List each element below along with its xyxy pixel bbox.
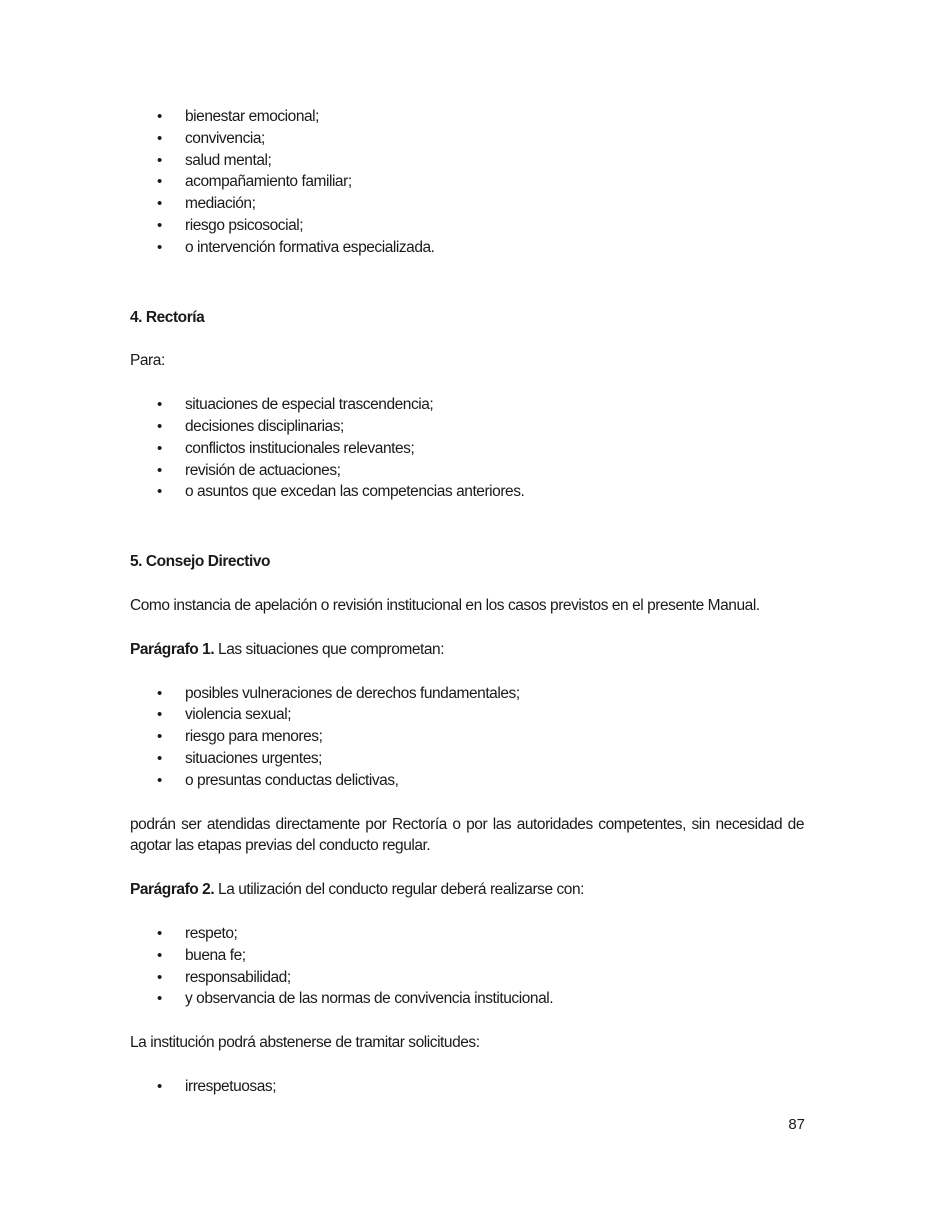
list-item: • acompañamiento familiar;	[130, 171, 804, 193]
paragraph-2-text: La utilización del conducto regular deberá realizarse con:	[214, 881, 585, 899]
section-4-intro: Para:	[130, 352, 165, 370]
intro-bullet-list	[130, 106, 804, 259]
paragraph-2-bullet-list	[130, 923, 804, 1010]
list-item: • posibles vulneraciones de derechos fundamentales;	[130, 683, 804, 705]
list-item: • bienestar emocional;	[130, 106, 804, 128]
section-4-bullet-list	[130, 394, 804, 503]
list-item: • salud mental;	[130, 150, 804, 172]
list-item: • respeto;	[130, 923, 804, 945]
abstain-bullet-list	[130, 1076, 804, 1098]
list-item: • conflictos institucionales relevantes;	[130, 438, 804, 460]
list-item: • y observancia de las normas de convivencia institucional.	[130, 988, 804, 1010]
section-4-heading: 4. Rectoría	[130, 308, 205, 326]
list-item: • decisiones disciplinarias;	[130, 416, 804, 438]
list-item: • irrespetuosas;	[130, 1076, 804, 1098]
list-item: • convivencia;	[130, 128, 804, 150]
list-item: • revisión de actuaciones;	[130, 460, 804, 482]
list-item: • buena fe;	[130, 945, 804, 967]
paragraph-1-text: Las situaciones que comprometan:	[214, 640, 445, 658]
list-item: • o intervención formativa especializada.	[130, 237, 804, 259]
paragraph-1-label: Parágrafo 1.	[130, 640, 215, 658]
paragraph-2	[130, 879, 804, 901]
section-5-intro: Como instancia de apelación o revisión institucional en los casos previstos en el presente Manual.	[130, 596, 760, 614]
section-5-heading: 5. Consejo Directivo	[130, 553, 271, 571]
paragraph-1	[130, 639, 804, 661]
paragraph-1-closing: podrán ser atendidas directamente por Rectoría o por las autoridades competentes, sin necesidad de agotar las etapas previas del conducto regular.	[130, 815, 804, 855]
list-item: • violencia sexual;	[130, 704, 804, 726]
paragraph-1-bullet-list	[130, 683, 804, 792]
page-content	[130, 106, 804, 1098]
paragraph-2-label: Parágrafo 2.	[130, 881, 215, 899]
abstain-intro: La institución podrá abstenerse de tramitar solicitudes:	[130, 1034, 480, 1052]
list-item: • responsabilidad;	[130, 967, 804, 989]
list-item: • o presuntas conductas delictivas,	[130, 770, 804, 792]
list-item: • mediación;	[130, 193, 804, 215]
list-item: • o asuntos que excedan las competencias anteriores.	[130, 481, 804, 503]
list-item: • situaciones de especial trascendencia;	[130, 394, 804, 416]
page-number: 87	[788, 1116, 805, 1133]
list-item: • situaciones urgentes;	[130, 748, 804, 770]
list-item: • riesgo para menores;	[130, 726, 804, 748]
list-item: • riesgo psicosocial;	[130, 215, 804, 237]
